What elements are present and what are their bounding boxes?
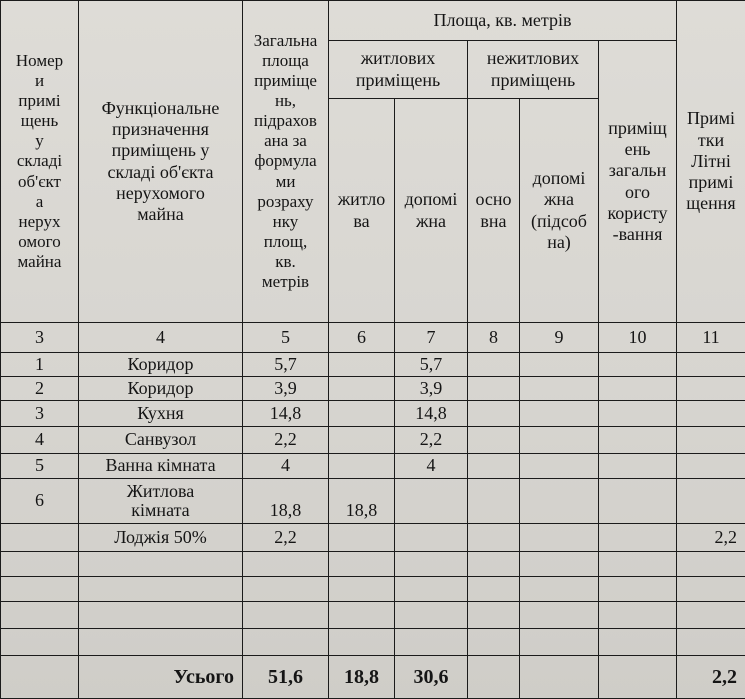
header-total-area: Загальна площа приміще нь, підрахов ана за формула ми розраху нку площ, кв. метрів [242,0,328,322]
totals-note: 2,2 [676,655,745,699]
table-cell-living: 18,8 [328,478,394,523]
header-auxiliary-utility: допомі жна (підсоб на) [519,98,598,322]
table-cell-room-number: 3 [0,400,78,426]
empty-cell [78,551,242,576]
table-cell-main [467,376,519,400]
empty-cell [676,576,745,601]
table-cell-common [598,426,676,453]
column-number: 10 [598,322,676,352]
table-cell-aux-utility [519,478,598,523]
table-cell-total-area: 2,2 [242,426,328,453]
table-cell-living [328,453,394,478]
header-notes-summer-rooms: Примі тки Літні примі щення [676,0,745,322]
table-cell-aux-utility [519,352,598,376]
empty-cell [519,601,598,628]
table-cell-aux-utility [519,523,598,551]
table-cell-room-name: Ванна кімната [78,453,242,478]
table-cell-main [467,426,519,453]
column-number: 5 [242,322,328,352]
table-cell-auxiliary: 5,7 [394,352,467,376]
table-cell-auxiliary [394,523,467,551]
empty-cell [467,628,519,655]
header-room-number: Номер и примі щень у складі об'єкт а нерух омого майна [0,0,78,322]
empty-cell [328,628,394,655]
table-cell-note [676,453,745,478]
totals-label: Усього [78,655,242,699]
table-cell-main [467,523,519,551]
table-cell-room-name: Кухня [78,400,242,426]
table-cell-main [467,453,519,478]
table-cell-note [676,478,745,523]
header-living: житло ва [328,98,394,322]
column-number: 6 [328,322,394,352]
totals-auxiliary: 30,6 [394,655,467,699]
empty-cell [467,601,519,628]
empty-cell [598,551,676,576]
empty-cell [394,551,467,576]
empty-cell [242,551,328,576]
empty-cell [598,576,676,601]
empty-cell [78,628,242,655]
empty-cell [0,601,78,628]
table-cell-aux-utility [519,453,598,478]
table-cell-total-area: 18,8 [242,478,328,523]
table-cell-room-name: Житлова кімната [78,478,242,523]
column-number: 9 [519,322,598,352]
table-cell-total-area: 5,7 [242,352,328,376]
column-number: 8 [467,322,519,352]
empty-cell [598,628,676,655]
header-area-group: Площа, кв. метрів [328,0,676,40]
totals-common [598,655,676,699]
totals-aux-utility [519,655,598,699]
table-cell-note [676,400,745,426]
empty-cell [394,576,467,601]
table-cell-main [467,400,519,426]
empty-cell [676,601,745,628]
totals-total-area: 51,6 [242,655,328,699]
table-cell-living [328,400,394,426]
table-cell-common [598,523,676,551]
table-cell-living [328,376,394,400]
header-main: осно вна [467,98,519,322]
column-number: 3 [0,322,78,352]
table-cell-auxiliary: 3,9 [394,376,467,400]
empty-cell [242,576,328,601]
table-cell-common [598,352,676,376]
empty-cell [519,628,598,655]
table-cell-aux-utility [519,426,598,453]
header-common-use: приміщ ень загальн ого користу -вання [598,40,676,322]
table-cell-room-name: Коридор [78,376,242,400]
empty-cell [78,576,242,601]
table-cell-aux-utility [519,376,598,400]
totals-empty-cell [0,655,78,699]
table-cell-total-area: 4 [242,453,328,478]
table-cell-room-number: 6 [0,478,78,523]
empty-cell [598,601,676,628]
column-number: 7 [394,322,467,352]
table-cell-common [598,376,676,400]
table-cell-room-number: 2 [0,376,78,400]
table-cell-room-number: 1 [0,352,78,376]
column-number: 11 [676,322,745,352]
table-cell-living [328,426,394,453]
totals-main [467,655,519,699]
table-cell-note [676,426,745,453]
table-cell-main [467,478,519,523]
empty-cell [328,551,394,576]
table-cell-room-name: Коридор [78,352,242,376]
table-cell-living [328,352,394,376]
empty-cell [467,551,519,576]
empty-cell [242,628,328,655]
table-cell-total-area: 14,8 [242,400,328,426]
empty-cell [519,551,598,576]
table-cell-common [598,453,676,478]
table-cell-aux-utility [519,400,598,426]
empty-cell [394,628,467,655]
header-auxiliary: допомі жна [394,98,467,322]
table-cell-room-number: 4 [0,426,78,453]
table-cell-room-number: 5 [0,453,78,478]
empty-cell [676,551,745,576]
table-cell-auxiliary: 4 [394,453,467,478]
table-cell-auxiliary [394,478,467,523]
table-cell-common [598,478,676,523]
column-number: 4 [78,322,242,352]
empty-cell [519,576,598,601]
table-cell-living [328,523,394,551]
table-cell-note [676,376,745,400]
empty-cell [328,601,394,628]
totals-living: 18,8 [328,655,394,699]
table-cell-room-number [0,523,78,551]
empty-cell [0,551,78,576]
empty-cell [328,576,394,601]
table-cell-note [676,352,745,376]
table-cell-auxiliary: 2,2 [394,426,467,453]
table-cell-total-area: 3,9 [242,376,328,400]
table-cell-auxiliary: 14,8 [394,400,467,426]
table-cell-total-area: 2,2 [242,523,328,551]
table-cell-note: 2,2 [676,523,745,551]
table-cell-main [467,352,519,376]
empty-cell [242,601,328,628]
table-cell-room-name: Лоджія 50% [78,523,242,551]
header-residential: житлових приміщень [328,40,467,98]
empty-cell [78,601,242,628]
empty-cell [394,601,467,628]
table-cell-common [598,400,676,426]
table-cell-room-name: Санвузол [78,426,242,453]
empty-cell [0,628,78,655]
empty-cell [676,628,745,655]
empty-cell [0,576,78,601]
header-functional-purpose: Функціональне призначення приміщень у складі об'єкта нерухомого майна [78,0,242,322]
empty-cell [467,576,519,601]
header-non-residential: нежитлових приміщень [467,40,598,98]
